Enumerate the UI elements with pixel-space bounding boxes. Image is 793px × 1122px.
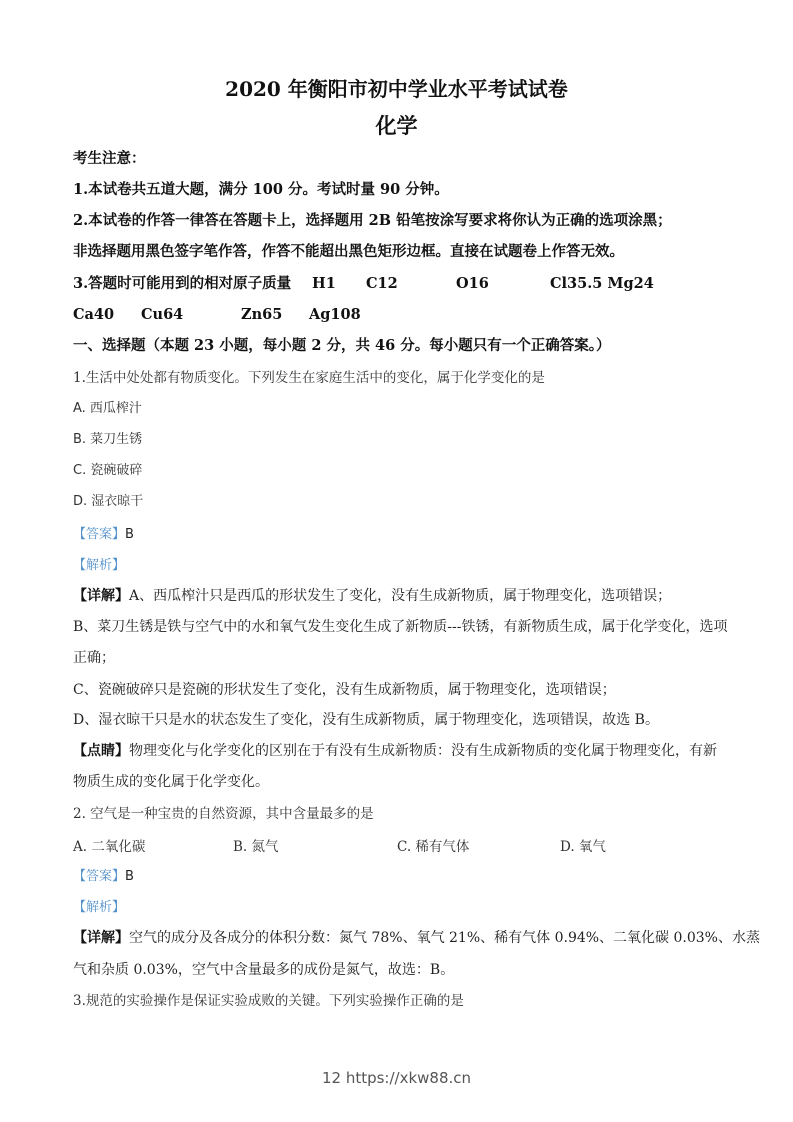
mass-cl-mg: Cl35.5 Mg24 <box>550 275 654 292</box>
question-1-detail-4: C、瓷碗破碎只是瓷碗的形状发生了变化，没有生成新物质，属于物理变化，选项错误； <box>73 682 616 698</box>
exam-title: 2020 年衡阳市初中学业水平考试试卷 <box>225 77 568 101</box>
question-1-option-d: D. 湿衣晾干 <box>73 494 144 509</box>
answer-value: B <box>125 527 134 542</box>
detail-label: 【详解】 <box>73 588 129 604</box>
question-2-option-b: B. 氮气 <box>233 839 279 855</box>
question-1-detail-3: 正确； <box>73 650 115 666</box>
analysis-label: 【解析】 <box>73 558 126 573</box>
question-2-option-a: A. 二氧化碳 <box>73 839 146 855</box>
question-2-answer <box>73 866 134 887</box>
mass-o: O16 <box>456 275 489 292</box>
tip-label: 【点睛】 <box>73 743 129 759</box>
detail-text: A、西瓜榨汁只是西瓜的形状发生了变化，没有生成新物质，属于物理变化，选项错误； <box>129 588 672 604</box>
question-2-detail-2: 气和杂质 0.03%，空气中含量最多的成份是氮气，故选：B。 <box>73 962 455 978</box>
tip-text: 物理变化与化学变化的区别在于有没有生成新物质：没有生成新物质的变化属于物理变化，有新 <box>129 743 717 759</box>
answer-label: 【答案】 <box>73 527 126 542</box>
question-1-stem: 1.生活中处处都有物质变化。下列发生在家庭生活中的变化，属于化学变化的是 <box>73 370 545 386</box>
notice-item-1: 1.本试卷共五道大题，满分 100 分。考试时量 90 分钟。 <box>73 181 449 198</box>
mass-c: C12 <box>366 275 398 292</box>
mass-zn: Zn65 <box>241 306 283 323</box>
mass-ca: Ca40 <box>73 306 115 323</box>
notice-item-2: 2.本试卷的作答一律答在答题卡上，选择题用 2B 铅笔按涂写要求将你认为正确的选项涂黑； <box>73 212 672 229</box>
question-1-analysis <box>73 555 125 576</box>
question-1-option-b: B. 菜刀生锈 <box>73 432 143 447</box>
detail-label: 【详解】 <box>73 930 129 946</box>
atomic-masses-row-1 <box>73 274 291 294</box>
question-1-tip-1 <box>73 741 717 761</box>
question-2-detail-1 <box>73 928 760 948</box>
answer-value: B <box>125 869 134 884</box>
question-1-detail-1 <box>73 586 671 606</box>
question-1-option-a: A. 西瓜榨汁 <box>73 401 142 416</box>
atomic-masses-label: 3.答题时可能用到的相对原子质量 <box>73 275 292 292</box>
subject-title: 化学 <box>375 113 418 138</box>
detail-text: 空气的成分及各成分的体积分数：氮气 78%、氧气 21%、稀有气体 0.94%、二氧化碳 0.03%、水蒸 <box>129 930 760 946</box>
question-1-option-c: C. 瓷碗破碎 <box>73 463 143 478</box>
mass-ag: Ag108 <box>309 306 361 323</box>
question-3-stem: 3.规范的实验操作是保证实验成败的关键。下列实验操作正确的是 <box>73 993 464 1009</box>
question-2-analysis <box>73 897 125 918</box>
mass-h: H1 <box>312 275 336 292</box>
question-2-stem: 2. 空气是一种宝贵的自然资源，其中含量最多的是 <box>73 806 374 822</box>
section-heading: 一、选择题（本题 23 小题，每小题 2 分，共 46 分。每小题只有一个正确答案。） <box>73 337 611 354</box>
question-1-answer <box>73 524 134 545</box>
question-1-tip-2: 物质生成的变化属于化学变化。 <box>73 774 269 790</box>
analysis-label: 【解析】 <box>73 900 126 915</box>
page-footer: 12 https://xkw88.cn <box>321 1069 472 1087</box>
mass-cu: Cu64 <box>141 306 184 323</box>
notice-item-2-cont: 非选择题用黑色签字笔作答，作答不能超出黑色矩形边框。直接在试题卷上作答无效。 <box>73 243 624 260</box>
question-1-detail-5: D、湿衣晾干只是水的状态发生了变化，没有生成新物质，属于物理变化，选项错误，故选 B。 <box>73 712 659 728</box>
question-1-detail-2: B、菜刀生锈是铁与空气中的水和氧气发生变化生成了新物质---铁锈，有新物质生成，属于化学变化，选项 <box>73 619 728 635</box>
question-2-option-d: D. 氧气 <box>560 839 606 855</box>
question-2-option-c: C. 稀有气体 <box>397 839 470 855</box>
notice-heading: 考生注意： <box>73 150 146 167</box>
answer-label: 【答案】 <box>73 869 126 884</box>
